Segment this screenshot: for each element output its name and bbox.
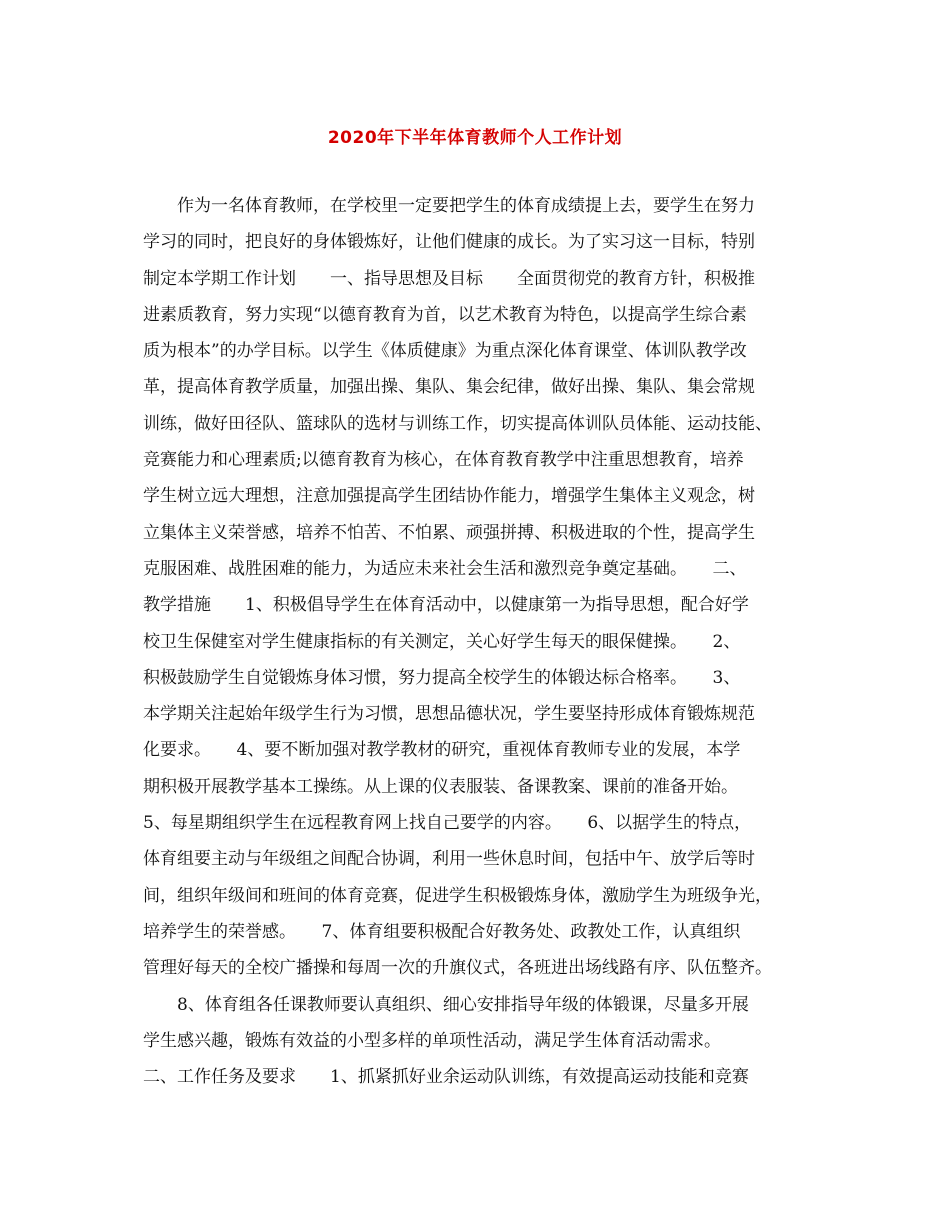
body-line: 作为一名体育教师，在学校里一定要把学生的体育成绩提上去，要学生在努力 (177, 196, 755, 216)
body-line: 5、每星期组织学生在远程教育网上找自己要学的内容。 6、以据学生的特点， (143, 813, 752, 834)
body-line: 本学期关注起始年级学生行为习惯，思想品德状况，学生要坚持形成体育锻炼规范 (143, 704, 755, 725)
body-line: 克服困难、战胜困难的能力，为适应未来社会生活和激烈竞争奠定基础。 二、 (143, 558, 747, 579)
body-line: 积极鼓励学生自觉锻炼身体习惯，努力提高全校学生的体锻达标合格率。 3、 (143, 667, 741, 688)
body-line: 二、工作任务及要求 1、抓紧抓好业余运动队训练，有效提高运动技能和竞赛 (143, 1067, 749, 1088)
document-title: 2020年下半年体育教师个人工作计划 (327, 128, 623, 148)
body-line: 教学措施 1、积极倡导学生在体育活动中，以健康第一为指导思想，配合好学 (143, 595, 749, 616)
body-line: 竞赛能力和心理素质;以德育教育为核心，在体育教育教学中注重思想教育，培养 (143, 450, 744, 471)
body-line: 校卫生保健室对学生健康指标的有关测定，关心好学生每天的眼保健操。 2、 (143, 631, 741, 652)
body-line: 学习的同时，把良好的身体锻炼好，让他们健康的成长。为了实习这一目标，特别 (143, 232, 755, 253)
body-line: 训练，做好田径队、篮球队的选材与训练工作，切实提高体训队员体能、运动技能、 (143, 413, 772, 434)
document-body (143, 188, 823, 1095)
body-line: 学生树立远大理想，注意加强提高学生团结协作能力，增强学生集体主义观念，树 (143, 486, 755, 507)
body-line: 8、体育组各任课教师要认真组织、细心安排指导年级的体锻课，尽量多开展 (177, 994, 749, 1015)
body-line: 质为根本”的办学目标。以学生《体质健康》为重点深化体育课堂、体训队教学改 (143, 341, 747, 362)
body-line: 制定本学期工作计划 一、指导思想及目标 全面贯彻党的教育方针，积极推 (143, 268, 755, 289)
body-line: 间，组织年级间和班间的体育竞赛，促进学生积极锻炼身体，激励学生为班级争光， (143, 885, 772, 906)
body-line: 立集体主义荣誉感，培养不怕苦、不怕累、顽强拼搏、积极进取的个性，提高学生 (143, 522, 755, 543)
body-line: 革，提高体育教学质量，加强出操、集队、集会纪律，做好出操、集队、集会常规 (143, 377, 755, 398)
body-line: 培养学生的荣誉感。 7、体育组要积极配合好教务处、政教处工作，认真组织 (143, 921, 741, 942)
body-line: 体育组要主动与年级组之间配合协调，利用一些休息时间，包括中午、放学后等时 (143, 849, 755, 870)
body-line: 管理好每天的全校广播操和每周一次的升旗仪式，各班进出场线路有序、队伍整齐。 (143, 958, 772, 979)
body-line: 期积极开展教学基本工操练。从上课的仪表服装、备课教案、课前的准备开始。 (143, 776, 738, 797)
body-line: 化要求。 4、要不断加强对教学教材的研究，重视体育教师专业的发展，本学 (143, 740, 741, 761)
body-line: 进素质教育，努力实现“以德育教育为首，以艺术教育为特色，以提高学生综合素 (143, 304, 747, 325)
body-line: 学生感兴趣，锻炼有效益的小型多样的单项性活动，满足学生体育活动需求。 (143, 1030, 721, 1051)
